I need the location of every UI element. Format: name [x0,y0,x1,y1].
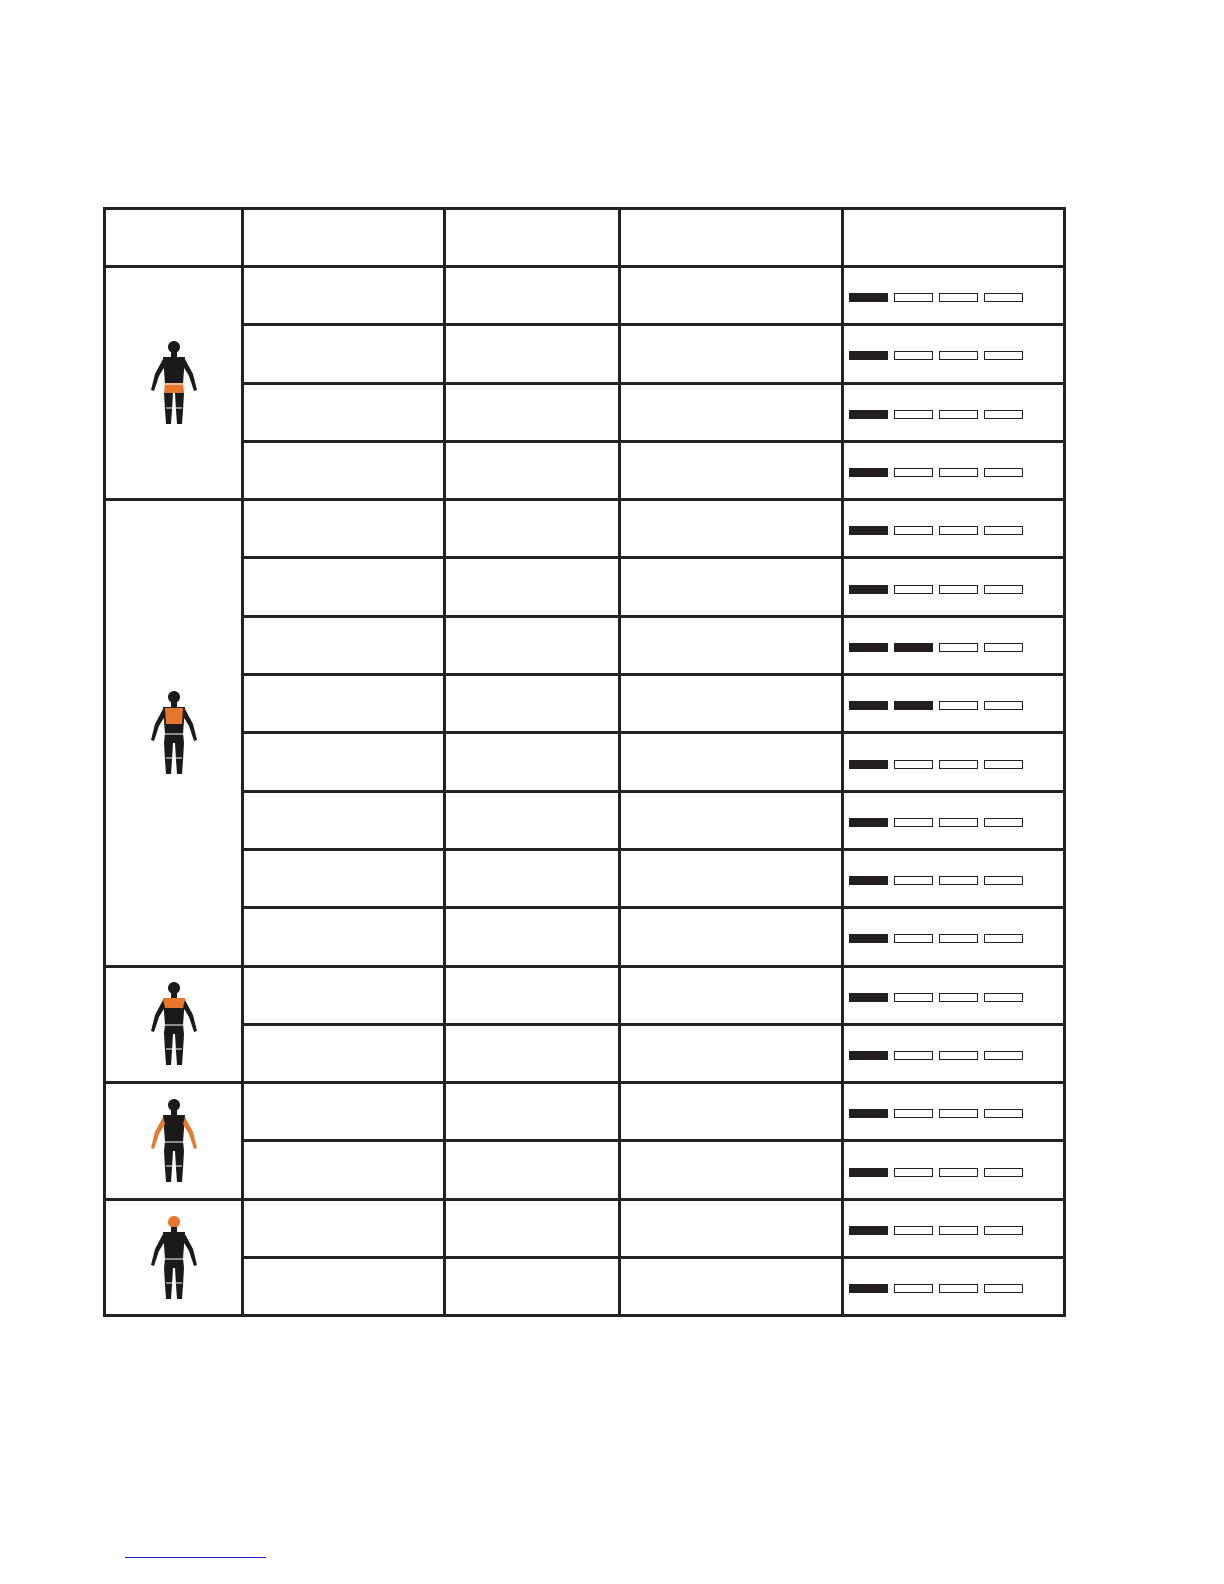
table-row [105,966,1065,1024]
blank-cell [243,558,445,616]
header-cell-4 [620,209,843,267]
blank-cell [243,1258,445,1316]
meter-segment-filled [894,643,933,652]
blank-cell [243,325,445,383]
table-row [105,500,1065,558]
blank-cell [243,1141,445,1199]
meter-segment-empty [894,1051,933,1060]
meter-segment-empty [939,468,978,477]
meter-segment-filled [849,818,888,827]
intensity-meter-cell [843,791,1065,849]
meter-segment-empty [984,468,1023,477]
meter-segment-empty [939,934,978,943]
blank-cell [445,383,620,441]
blank-cell [620,1141,843,1199]
intensity-meter-cell [843,500,1065,558]
table-row [105,675,1065,733]
blank-cell [243,791,445,849]
blank-cell [620,325,843,383]
meter-segment-filled [849,701,888,710]
intensity-meter [844,581,1063,594]
exercise-table [103,207,1066,1317]
meter-segment-filled [849,1109,888,1118]
meter-segment-filled [849,468,888,477]
body-figure-cell [105,1199,243,1316]
meter-segment-filled [849,643,888,652]
meter-segment-empty [894,526,933,535]
meter-segment-filled [849,526,888,535]
header-cell-2 [243,209,445,267]
blank-cell [620,616,843,674]
meter-segment-filled [849,876,888,885]
blank-cell [620,849,843,907]
header-cell-5 [843,209,1065,267]
meter-segment-empty [984,934,1023,943]
blank-cell [445,325,620,383]
blank-cell [620,675,843,733]
intensity-meter-cell [843,616,1065,674]
meter-segment-empty [894,410,933,419]
table-row [105,1258,1065,1316]
meter-segment-filled [894,701,933,710]
meter-segment-filled [849,585,888,594]
meter-segment-empty [894,585,933,594]
intensity-meter [844,872,1063,885]
blank-cell [620,500,843,558]
blank-cell [445,441,620,499]
blank-cell [620,383,843,441]
meter-segment-empty [939,585,978,594]
meter-segment-empty [894,293,933,302]
table-row [105,1083,1065,1141]
meter-segment-empty [984,760,1023,769]
blank-cell [243,616,445,674]
meter-segment-empty [894,1226,933,1235]
body-figure-cell [105,966,243,1083]
meter-segment-empty [939,526,978,535]
meter-segment-empty [984,1284,1023,1293]
blank-cell [620,1024,843,1082]
blank-cell [243,1083,445,1141]
blank-cell [243,500,445,558]
intensity-meter [844,697,1063,710]
intensity-meter [844,289,1063,302]
meter-segment-empty [939,410,978,419]
meter-segment-filled [849,1051,888,1060]
blank-cell [243,441,445,499]
blank-cell [445,1083,620,1141]
meter-segment-empty [984,643,1023,652]
table-row [105,1024,1065,1082]
header-cell-3 [445,209,620,267]
body-figure-cell [105,500,243,966]
table-row [105,267,1065,325]
meter-segment-empty [984,526,1023,535]
blank-cell [620,791,843,849]
intensity-meter-cell [843,558,1065,616]
meter-segment-empty [984,993,1023,1002]
meter-segment-empty [939,351,978,360]
table-row [105,849,1065,907]
blank-cell [620,733,843,791]
meter-segment-empty [984,818,1023,827]
blank-cell [620,1258,843,1316]
meter-segment-empty [984,876,1023,885]
table-row [105,733,1065,791]
blank-cell [445,791,620,849]
meter-segment-empty [894,1109,933,1118]
table-row [105,908,1065,966]
body-figure-hips-highlight-icon [144,338,204,428]
table-row [105,558,1065,616]
table-header-row [105,209,1065,267]
blank-cell [243,849,445,907]
meter-segment-filled [849,934,888,943]
intensity-meter-cell [843,733,1065,791]
intensity-meter-cell [843,383,1065,441]
blank-cell [620,1083,843,1141]
meter-segment-empty [984,1051,1023,1060]
blank-cell [620,1199,843,1257]
intensity-meter [844,930,1063,943]
meter-segment-empty [894,876,933,885]
meter-segment-empty [894,934,933,943]
blank-cell [620,558,843,616]
meter-segment-filled [849,351,888,360]
meter-segment-filled [849,293,888,302]
table-row [105,441,1065,499]
intensity-meter [844,347,1063,360]
meter-segment-empty [894,1168,933,1177]
blank-cell [620,441,843,499]
meter-segment-empty [939,1051,978,1060]
body-figure-upper-back-highlight-icon [144,688,204,778]
intensity-meter [844,756,1063,769]
blank-cell [243,733,445,791]
blank-cell [445,1199,620,1257]
meter-segment-filled [849,1284,888,1293]
meter-segment-filled [849,760,888,769]
blank-cell [445,1258,620,1316]
body-figure-arms-highlight-icon [144,1096,204,1186]
blank-cell [445,1141,620,1199]
intensity-meter [844,464,1063,477]
blank-cell [445,1024,620,1082]
blank-cell [243,267,445,325]
blank-cell [445,908,620,966]
meter-segment-empty [939,1109,978,1118]
body-figure-head-highlight-icon [144,1213,204,1303]
intensity-meter [844,1222,1063,1235]
meter-segment-empty [894,818,933,827]
meter-segment-empty [984,351,1023,360]
meter-segment-empty [984,293,1023,302]
table-row [105,383,1065,441]
meter-segment-empty [939,1226,978,1235]
intensity-meter [844,1105,1063,1118]
intensity-meter-cell [843,1083,1065,1141]
meter-segment-empty [939,760,978,769]
intensity-meter-cell [843,1258,1065,1316]
intensity-meter [844,814,1063,827]
intensity-meter [844,406,1063,419]
body-figure-cell [105,1083,243,1200]
intensity-meter-cell [843,966,1065,1024]
intensity-meter [844,1047,1063,1060]
blank-cell [243,675,445,733]
table-row [105,1141,1065,1199]
intensity-meter-cell [843,1199,1065,1257]
meter-segment-empty [939,1168,978,1177]
blank-cell [445,966,620,1024]
meter-segment-empty [939,701,978,710]
blank-cell [620,966,843,1024]
meter-segment-empty [894,1284,933,1293]
intensity-meter [844,639,1063,652]
meter-segment-empty [984,1109,1023,1118]
blank-cell [243,1199,445,1257]
blank-cell [445,675,620,733]
intensity-meter [844,1280,1063,1293]
meter-segment-filled [849,993,888,1002]
meter-segment-filled [849,1226,888,1235]
meter-segment-empty [984,585,1023,594]
meter-segment-empty [984,701,1023,710]
blank-cell [445,267,620,325]
body-figure-cell [105,267,243,500]
blank-cell [445,500,620,558]
blank-cell [243,908,445,966]
intensity-meter-cell [843,908,1065,966]
header-cell-1 [105,209,243,267]
blank-cell [620,267,843,325]
table-row [105,616,1065,674]
intensity-meter [844,522,1063,535]
intensity-meter-cell [843,441,1065,499]
table-row [105,325,1065,383]
blank-cell [445,733,620,791]
intensity-meter [844,1164,1063,1177]
meter-segment-empty [939,818,978,827]
meter-segment-filled [849,1168,888,1177]
meter-segment-empty [939,1284,978,1293]
blank-cell [445,849,620,907]
meter-segment-empty [984,1226,1023,1235]
meter-segment-empty [984,1168,1023,1177]
meter-segment-empty [894,993,933,1002]
blank-cell [620,908,843,966]
footer-link-underline [125,1557,266,1558]
intensity-meter-cell [843,849,1065,907]
meter-segment-empty [939,293,978,302]
intensity-meter-cell [843,1024,1065,1082]
blank-cell [243,1024,445,1082]
meter-segment-filled [849,410,888,419]
table-row [105,791,1065,849]
intensity-meter-cell [843,675,1065,733]
table-row [105,1199,1065,1257]
body-figure-shoulders-highlight-icon [144,979,204,1069]
meter-segment-empty [939,876,978,885]
meter-segment-empty [939,643,978,652]
intensity-meter-cell [843,267,1065,325]
meter-segment-empty [894,468,933,477]
intensity-meter [844,989,1063,1002]
intensity-meter-cell [843,1141,1065,1199]
blank-cell [243,966,445,1024]
blank-cell [243,383,445,441]
meter-segment-empty [894,760,933,769]
blank-cell [445,616,620,674]
meter-segment-empty [984,410,1023,419]
meter-segment-empty [939,993,978,1002]
intensity-meter-cell [843,325,1065,383]
blank-cell [445,558,620,616]
meter-segment-empty [894,351,933,360]
